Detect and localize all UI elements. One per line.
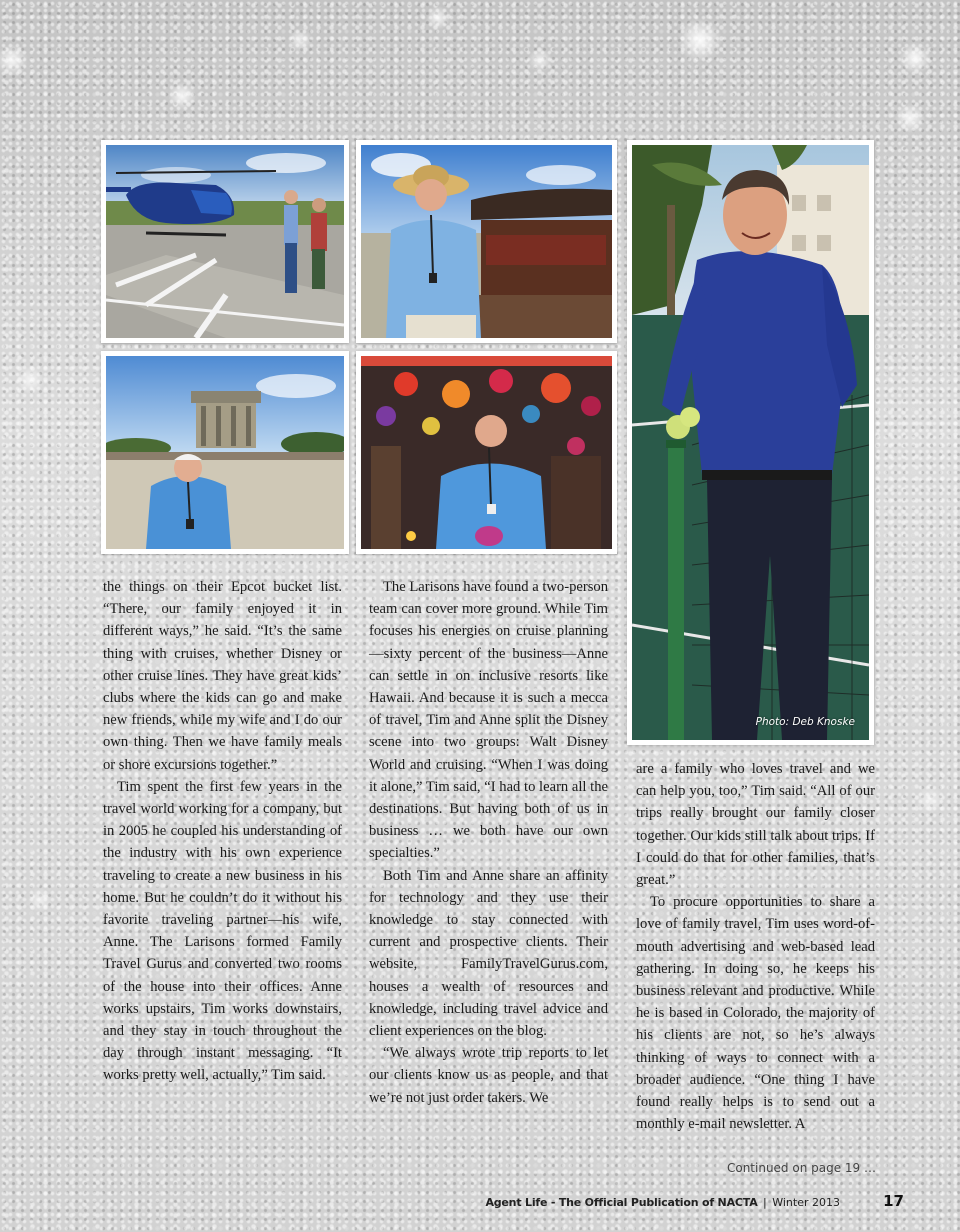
paragraph: To procure opportunities to share a love of family travel, Tim uses word-of-mouth advertising and web-based lead gathering. In doing so, he keeps his business relevant and productive. While he is based in Colorado, the majority of his clients are not, so he’s always thinking of ways to connect with a broader audience. “One thing I have found really helps is to send out a monthly e-mail newsletter. A (636, 894, 875, 1133)
article-column-3 (636, 758, 875, 1135)
continued-note: Continued on page 19 … (726, 1161, 876, 1175)
publication-name: Agent Life - The Official Publication of NACTA (485, 1196, 758, 1209)
page-footer (485, 1196, 840, 1209)
paragraph: are a family who loves travel and we can help you, too,” Tim said. “All of our trips really brought our family closer together. Our kids still talk about trips. If I could do that for other families, that’s great.” (636, 761, 875, 889)
photo-helicopter-couple (101, 140, 349, 343)
article-column-1 (103, 576, 342, 1087)
paragraph: Tim spent the first few years in the travel world working for a company, but in 2005 he coupled his understanding of the industry with his own experience traveling to create a new business in his home. But he couldn’t do it without his favorite traveling partner—his wife, Anne. The Larisons formed Family Travel Gurus and converted two rooms of the house into their offices. Anne works upstairs, Tim works downstairs, and they stay in touch throughout the day through instant messaging. “It works pretty well, actually,” Tim said. (103, 778, 342, 1084)
paragraph: the things on their Epcot bucket list. “There, our family enjoyed it in different ways,” he said. “It’s the same thing with cruises, whether Disney or other cruise lines. They have great kids’ clubs where the kids can go and make new friends, while my wife and I do our own thing. Then we have family meals or shore excursions together.” (103, 579, 342, 773)
photo-lanterns (356, 351, 617, 554)
photo-credit: Photo: Deb Knoske (755, 716, 855, 728)
photo-mausoleum (101, 351, 349, 554)
paragraph: Both Tim and Anne share an affinity for technology and they use their knowledge to stay connected with current and prospective clients. Their website, FamilyTravelGurus.com, houses a wealth of resources and knowledge, including travel advice and client experiences on the blog. (369, 867, 608, 1040)
paragraph: “We always wrote trip reports to let our clients know us as people, and that we’re not just order takers. We (369, 1045, 608, 1106)
paragraph: The Larisons have found a two-person team can cover more ground. While Tim focuses his energies on cruise planning—sixty percent of the business—Anne can settle in on inclusive resorts like Hawaii. And because it is such a mecca of travel, Tim and Anne split the Disney scene into two groups: Walt Disney World and cruising. “When I was doing it alone,” Tim said, “I had to learn all the destinations. But having both of us in business … we both have our own specialties.” (369, 579, 608, 862)
issue-label: Winter 2013 (772, 1196, 840, 1209)
page-number: 17 (883, 1192, 904, 1210)
photo-boat-straw-hat (356, 140, 617, 343)
article-column-2 (369, 576, 608, 1109)
footer-separator: | (763, 1196, 767, 1209)
photo-tennis-portrait (627, 140, 874, 745)
